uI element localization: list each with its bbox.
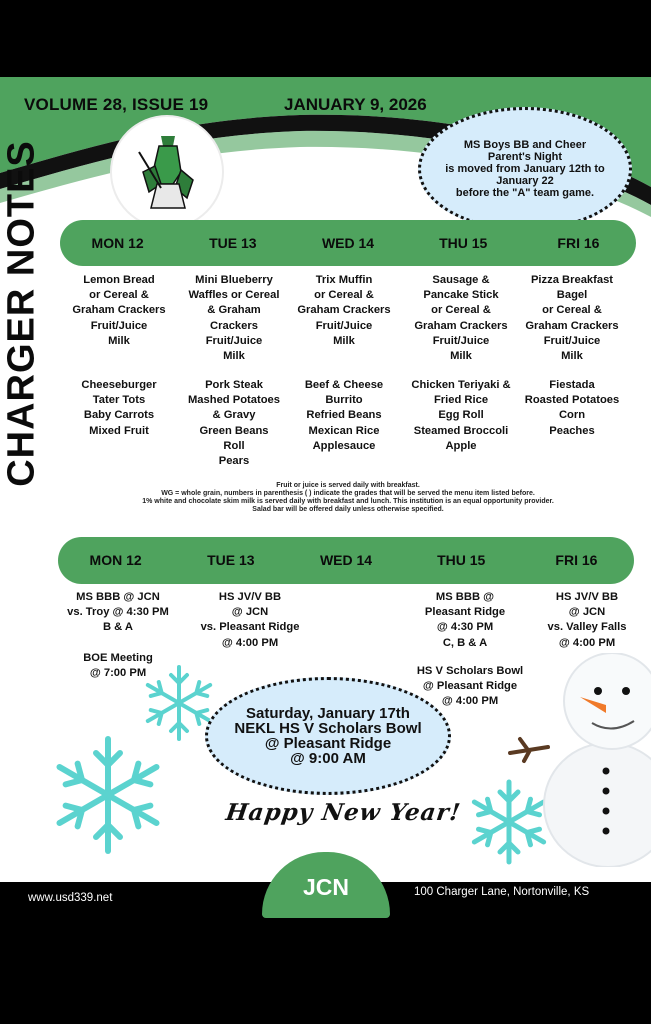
newsletter-title: CHARGER NOTES xyxy=(0,140,43,487)
announcement-line: January 22 xyxy=(496,175,554,187)
website-url[interactable]: www.usd339.net xyxy=(28,892,113,904)
menu-item: Peaches xyxy=(549,424,595,437)
menu-item: Fruit/Juice xyxy=(432,334,490,347)
announcement-line: MS Boys BB and Cheer xyxy=(463,139,587,151)
menu-note: 1% white and chocolate skim milk is served daily with breakfast and lunch. This institution is an equal opportunity provider. xyxy=(142,498,554,505)
event-line: C, B & A xyxy=(442,636,488,649)
menu-item: or Cereal & xyxy=(89,289,149,302)
menu-item: Sausage & xyxy=(432,274,490,286)
saturday-bubble xyxy=(205,677,451,795)
menu-item: Fruit/Juice xyxy=(205,334,263,347)
logo-circle xyxy=(112,117,222,227)
breakfast-tue xyxy=(176,273,292,364)
menu-item: Pears xyxy=(218,455,250,468)
lunch-mon xyxy=(60,378,178,439)
events-thu xyxy=(406,590,524,651)
school-address: 100 Charger Lane, Nortonville, KS xyxy=(414,886,590,898)
event-line: B & A xyxy=(102,621,134,634)
event-line: HS JV/V BB xyxy=(555,591,619,603)
menu-item: Milk xyxy=(561,350,583,363)
menu-item: Milk xyxy=(333,334,355,347)
event-line: MS BBB @ xyxy=(435,591,495,603)
menu-item: Lemon Bread xyxy=(83,274,155,286)
menu-item: Crackers xyxy=(210,319,258,332)
event-line: @ JCN xyxy=(231,606,269,619)
menu-item: Milk xyxy=(223,350,245,363)
menu-item: Roasted Potatoes xyxy=(524,394,620,407)
menu-item: or Cereal & xyxy=(542,304,602,317)
menu-note: WG = whole grain, numbers in parenthesis ( ) indicate the grades that will be served the menu item listed before. xyxy=(161,490,535,497)
menu-item: Corn xyxy=(558,409,586,422)
menu-day-header: FRI 16 xyxy=(557,235,600,251)
menu-item: Mini Blueberry xyxy=(195,274,273,286)
menu-item: Chicken Teriyaki & xyxy=(411,379,511,391)
saturday-line: @ 9:00 AM xyxy=(290,750,366,767)
saturday-line: Saturday, January 17th xyxy=(246,705,410,722)
menu-day-header: WED 14 xyxy=(321,235,375,251)
menu-item: Graham Crackers xyxy=(72,304,166,317)
lunch-tue xyxy=(176,378,292,469)
event-day-header: THU 15 xyxy=(437,552,486,568)
menu-item: Refried Beans xyxy=(306,409,382,422)
menu-item: Fruit/Juice xyxy=(315,319,373,332)
breakfast-mon xyxy=(60,273,178,349)
event-line: @ 4:00 PM xyxy=(441,695,499,708)
event-day-header: MON 12 xyxy=(89,552,142,568)
menu-item: Tater Tots xyxy=(92,394,146,407)
menu-item: Egg Roll xyxy=(438,409,484,422)
menu-item: Milk xyxy=(450,350,472,363)
event-day-header: TUE 13 xyxy=(207,552,255,568)
menu-item: or Cereal & xyxy=(314,289,374,302)
charger-knight-logo xyxy=(131,132,203,212)
menu-item: & Graham xyxy=(207,304,261,317)
events-day-bar xyxy=(58,537,634,584)
menu-item: Fruit/Juice xyxy=(90,319,148,332)
snowflake-icon xyxy=(46,733,170,857)
menu-day-bar xyxy=(60,220,636,266)
lunch-wed xyxy=(286,378,402,454)
event-line: vs. Pleasant Ridge xyxy=(200,621,300,634)
announcement-line: before the "A" team game. xyxy=(455,187,595,199)
lunch-fri xyxy=(514,378,630,439)
menu-item: Pizza Breakfast xyxy=(530,274,614,286)
menu-day-header: TUE 13 xyxy=(209,235,257,251)
menu-item: Graham Crackers xyxy=(414,319,508,332)
menu-item: Mixed Fruit xyxy=(89,424,149,437)
menu-item: Beef & Cheese xyxy=(304,379,384,391)
issue-date: JANUARY 9, 2026 xyxy=(284,95,427,114)
menu-item: Fiestada xyxy=(549,379,595,391)
menu-item: Waffles or Cereal xyxy=(188,289,280,302)
newsletter-page xyxy=(0,77,651,882)
lunch-thu xyxy=(402,378,520,454)
event-line: vs. Valley Falls xyxy=(547,621,627,634)
event-line: @ 4:00 PM xyxy=(558,636,616,649)
event-day-header: WED 14 xyxy=(319,552,373,568)
menu-item: Applesauce xyxy=(312,439,376,452)
breakfast-thu xyxy=(402,273,520,364)
menu-item: Baby Carrots xyxy=(83,409,155,422)
menu-item: Cheeseburger xyxy=(81,379,157,391)
menu-item: Green Beans xyxy=(199,424,269,437)
event-line: BOE Meeting xyxy=(83,652,153,664)
menu-note: Salad bar will be offered daily unless otherwise specified. xyxy=(252,506,444,513)
menu-day-header: MON 12 xyxy=(91,235,144,251)
breakfast-fri xyxy=(514,273,630,364)
volume-issue: VOLUME 28, ISSUE 19 xyxy=(24,95,209,114)
jcn-tab: JCN xyxy=(262,852,390,918)
events-tue xyxy=(190,590,310,651)
event-line: @ Pleasant Ridge xyxy=(422,680,518,693)
menu-item: Bagel xyxy=(556,289,588,302)
menu-item: Apple xyxy=(445,439,477,452)
happy-new-year-text: Happy New Year! xyxy=(224,799,463,826)
event-line: @ 7:00 PM xyxy=(89,667,147,680)
menu-item: Mexican Rice xyxy=(308,424,380,437)
saturday-line: NEKL HS V Scholars Bowl xyxy=(234,720,422,737)
events-mon-boe xyxy=(62,651,174,681)
announcement-line: Parent's Night xyxy=(487,151,563,163)
event-line: @ 4:30 PM xyxy=(436,621,494,634)
menu-item: Mashed Potatoes xyxy=(187,394,280,407)
event-line: MS BBB @ JCN xyxy=(76,591,160,603)
breakfast-wed xyxy=(286,273,402,349)
event-line: HS JV/V BB xyxy=(218,591,282,603)
menu-item: Burrito xyxy=(325,394,363,407)
menu-day-header: THU 15 xyxy=(439,235,488,251)
menu-item: Graham Crackers xyxy=(525,319,619,332)
menu-item: Fruit/Juice xyxy=(543,334,601,347)
event-line: @ 4:00 PM xyxy=(221,636,279,649)
event-line: @ JCN xyxy=(568,606,606,619)
menu-item: Pork Steak xyxy=(205,379,263,391)
events-mon xyxy=(62,590,174,636)
menu-item: Milk xyxy=(108,334,130,347)
menu-item: or Cereal & xyxy=(431,304,491,317)
event-line: Pleasant Ridge xyxy=(424,606,506,619)
event-day-header: FRI 16 xyxy=(555,552,598,568)
events-fri xyxy=(530,590,644,651)
menu-note: Fruit or juice is served daily with breakfast. xyxy=(276,482,420,489)
menu-item: Steamed Broccoli xyxy=(413,424,509,437)
menu-item: Pancake Stick xyxy=(423,289,499,302)
event-line: HS V Scholars Bowl xyxy=(416,665,524,677)
menu-item: Roll xyxy=(223,439,245,452)
menu-item: Graham Crackers xyxy=(297,304,391,317)
saturday-line: @ Pleasant Ridge xyxy=(264,735,392,752)
announcement-line: is moved from January 12th to xyxy=(445,163,605,175)
menu-item: & Gravy xyxy=(212,409,256,422)
menu-item: Trix Muffin xyxy=(315,274,373,286)
menu-item: Fried Rice xyxy=(433,394,489,407)
event-line: vs. Troy @ 4:30 PM xyxy=(67,606,169,619)
announcement-bubble xyxy=(418,107,632,231)
